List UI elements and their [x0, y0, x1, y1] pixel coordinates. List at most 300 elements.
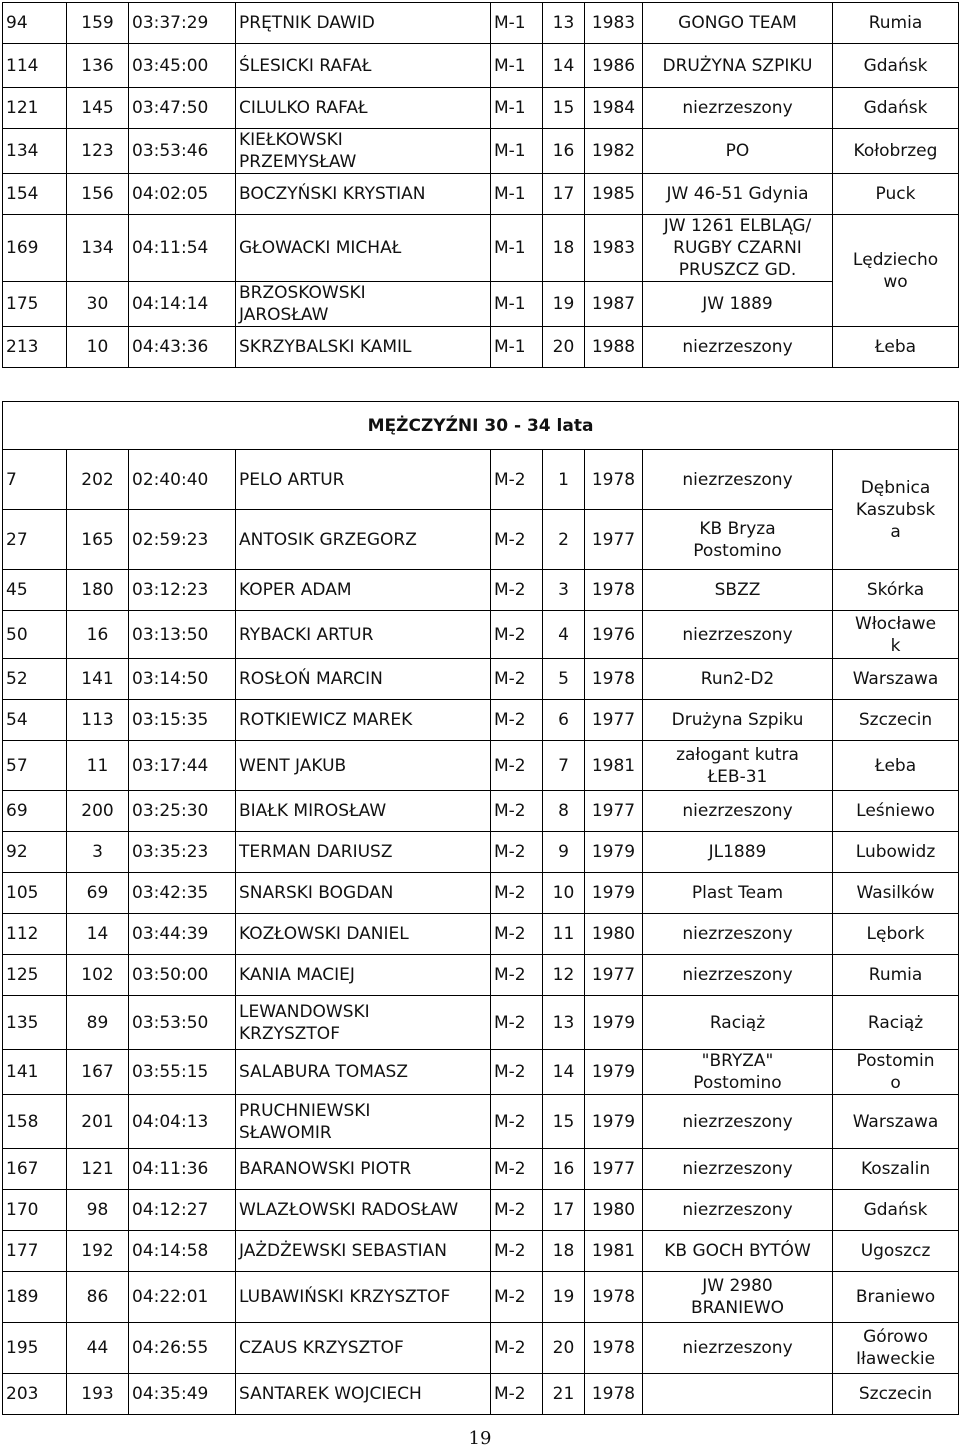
runner-name: KANIA MACIEJ [236, 955, 491, 996]
finish-time: 03:55:15 [129, 1050, 236, 1095]
birth-year: 1978 [585, 1374, 643, 1415]
runner-name: CZAUS KRZYSZTOF [236, 1323, 491, 1374]
birth-year: 1979 [585, 1050, 643, 1095]
text-line: LEWANDOWSKI [239, 1001, 370, 1022]
text-line: BRZOSKOWSKI [239, 283, 366, 303]
result-row [3, 1231, 959, 1272]
club: niezrzeszony [643, 327, 833, 368]
start-number: 200 [67, 791, 129, 832]
start-number: 145 [67, 88, 129, 129]
birth-year: 1977 [585, 700, 643, 741]
start-number: 134 [67, 215, 129, 282]
club: niezrzeszony [643, 1190, 833, 1231]
category-place: 19 [543, 1272, 585, 1323]
city [833, 215, 959, 327]
result-row [3, 1095, 959, 1149]
city: Skórka [833, 570, 959, 611]
category-place: 15 [543, 1095, 585, 1149]
category-place: 10 [543, 873, 585, 914]
category-place: 14 [543, 1050, 585, 1095]
result-row [3, 3, 959, 44]
result-place: 177 [3, 1231, 67, 1272]
birth-year: 1978 [585, 450, 643, 510]
result-place: 167 [3, 1149, 67, 1190]
club: Run2-D2 [643, 659, 833, 700]
result-row [3, 174, 959, 215]
result-row [3, 914, 959, 955]
runner-name: BIAŁK MIROSŁAW [236, 791, 491, 832]
category: M-2 [491, 1149, 543, 1190]
category: M-2 [491, 873, 543, 914]
result-row [3, 1374, 959, 1415]
birth-year: 1979 [585, 1095, 643, 1149]
start-number: 44 [67, 1323, 129, 1374]
city [833, 450, 959, 570]
category-place: 17 [543, 174, 585, 215]
result-place: 114 [3, 44, 67, 88]
category: M-2 [491, 914, 543, 955]
category-place: 16 [543, 1149, 585, 1190]
result-row [3, 791, 959, 832]
text-line: o [890, 1073, 901, 1093]
page-number: 19 [468, 1428, 492, 1449]
start-number: 180 [67, 570, 129, 611]
finish-time: 03:17:44 [129, 741, 236, 791]
category-title: MĘŻCZYŹNI 30 - 34 lata [3, 402, 959, 450]
start-number: 89 [67, 996, 129, 1050]
finish-time: 03:47:50 [129, 88, 236, 129]
result-place: 141 [3, 1050, 67, 1095]
birth-year: 1980 [585, 1190, 643, 1231]
text-line: PRUSZCZ GD. [678, 260, 797, 280]
birth-year: 1979 [585, 832, 643, 873]
start-number: 69 [67, 873, 129, 914]
text-line: RUGBY CZARNI [673, 238, 802, 258]
start-number: 16 [67, 611, 129, 659]
category: M-2 [491, 1374, 543, 1415]
result-row [3, 996, 959, 1050]
city: Lubowidz [833, 832, 959, 873]
category-place: 21 [543, 1374, 585, 1415]
result-row [3, 282, 959, 327]
result-row [3, 1050, 959, 1095]
city: Rumia [833, 955, 959, 996]
club: SBZZ [643, 570, 833, 611]
start-number: 192 [67, 1231, 129, 1272]
text-line: "BRYZA" [701, 1051, 774, 1071]
result-row [3, 832, 959, 873]
club [643, 1050, 833, 1095]
category: M-2 [491, 996, 543, 1050]
runner-name: PELO ARTUR [236, 450, 491, 510]
birth-year: 1979 [585, 873, 643, 914]
result-row [3, 129, 959, 174]
text-line: Kaszubsk [855, 499, 936, 520]
birth-year: 1978 [585, 570, 643, 611]
text-line: Lędziecho [852, 249, 939, 270]
result-row [3, 700, 959, 741]
finish-time: 03:14:50 [129, 659, 236, 700]
birth-year: 1977 [585, 1149, 643, 1190]
start-number: 123 [67, 129, 129, 174]
text-line: BRANIEWO [690, 1298, 785, 1318]
text-line: Iławeckie [856, 1349, 936, 1369]
club: niezrzeszony [643, 88, 833, 129]
text-line: PRUCHNIEWSKI [239, 1100, 371, 1121]
city: Łeba [833, 741, 959, 791]
result-row [3, 450, 959, 510]
category-place: 20 [543, 1323, 585, 1374]
category-place: 18 [543, 215, 585, 282]
club: KB GOCH BYTÓW [643, 1231, 833, 1272]
result-row [3, 1323, 959, 1374]
finish-time: 03:50:00 [129, 955, 236, 996]
birth-year: 1978 [585, 1323, 643, 1374]
club: niezrzeszony [643, 1095, 833, 1149]
category: M-2 [491, 955, 543, 996]
start-number: 10 [67, 327, 129, 368]
finish-time: 03:44:39 [129, 914, 236, 955]
result-place: 92 [3, 832, 67, 873]
birth-year: 1978 [585, 1272, 643, 1323]
result-place: 195 [3, 1323, 67, 1374]
finish-time: 04:43:36 [129, 327, 236, 368]
result-row [3, 88, 959, 129]
result-place: 69 [3, 791, 67, 832]
runner-name: ŚLESICKI RAFAŁ [236, 44, 491, 88]
category: M-2 [491, 1323, 543, 1374]
runner-name: BOCZYŃSKI KRYSTIAN [236, 174, 491, 215]
results-table-m2 [2, 401, 959, 1415]
finish-time: 04:04:13 [129, 1095, 236, 1149]
club: niezrzeszony [643, 791, 833, 832]
club [643, 1374, 833, 1415]
result-place: 27 [3, 510, 67, 570]
text-line: JW 2980 [702, 1276, 773, 1296]
runner-name: RYBACKI ARTUR [236, 611, 491, 659]
category: M-2 [491, 570, 543, 611]
result-row [3, 873, 959, 914]
finish-time: 03:25:30 [129, 791, 236, 832]
city: Rumia [833, 3, 959, 44]
city: Wasilków [833, 873, 959, 914]
category-place: 17 [543, 1190, 585, 1231]
result-place: 57 [3, 741, 67, 791]
city: Puck [833, 174, 959, 215]
result-place: 7 [3, 450, 67, 510]
text-line: Postomin [856, 1051, 935, 1071]
category-place: 13 [543, 996, 585, 1050]
start-number: 156 [67, 174, 129, 215]
birth-year: 1977 [585, 510, 643, 570]
city: Lębork [833, 914, 959, 955]
birth-year: 1988 [585, 327, 643, 368]
city: Warszawa [833, 659, 959, 700]
category-place: 9 [543, 832, 585, 873]
result-place: 158 [3, 1095, 67, 1149]
city [833, 1323, 959, 1374]
runner-name: WLAZŁOWSKI RADOSŁAW [236, 1190, 491, 1231]
finish-time: 03:42:35 [129, 873, 236, 914]
finish-time: 03:15:35 [129, 700, 236, 741]
result-place: 169 [3, 215, 67, 282]
text-line: JW 1261 ELBLĄG/ [663, 216, 812, 236]
finish-time: 02:40:40 [129, 450, 236, 510]
category: M-1 [491, 129, 543, 174]
birth-year: 1983 [585, 3, 643, 44]
text-line: Dębnica [860, 477, 931, 498]
finish-time: 04:14:14 [129, 282, 236, 327]
finish-time: 04:11:36 [129, 1149, 236, 1190]
finish-time: 04:26:55 [129, 1323, 236, 1374]
runner-name: KOPER ADAM [236, 570, 491, 611]
finish-time: 03:53:50 [129, 996, 236, 1050]
text-line: ŁEB-31 [707, 766, 768, 787]
city: Gdańsk [833, 44, 959, 88]
category: M-1 [491, 3, 543, 44]
text-line: KB Bryza [699, 518, 776, 539]
start-number: 202 [67, 450, 129, 510]
birth-year: 1977 [585, 791, 643, 832]
category-place: 6 [543, 700, 585, 741]
text-line: PRZEMYSŁAW [239, 152, 357, 172]
text-line: SŁAWOMIR [239, 1122, 332, 1143]
city: Kołobrzeg [833, 129, 959, 174]
finish-time: 04:22:01 [129, 1272, 236, 1323]
finish-time: 03:45:00 [129, 44, 236, 88]
runner-name: PRĘTNIK DAWID [236, 3, 491, 44]
text-line: JAROSŁAW [239, 305, 329, 325]
runner-name [236, 282, 491, 327]
result-place: 45 [3, 570, 67, 611]
birth-year: 1981 [585, 1231, 643, 1272]
finish-time: 03:12:23 [129, 570, 236, 611]
result-place: 54 [3, 700, 67, 741]
city: Szczecin [833, 1374, 959, 1415]
text-line: Postomino [693, 1073, 782, 1093]
start-number: 86 [67, 1272, 129, 1323]
result-row [3, 955, 959, 996]
result-place: 121 [3, 88, 67, 129]
result-place: 175 [3, 282, 67, 327]
runner-name: CILULKO RAFAŁ [236, 88, 491, 129]
city: Gdańsk [833, 88, 959, 129]
result-place: 135 [3, 996, 67, 1050]
city: Łeba [833, 327, 959, 368]
result-row [3, 1272, 959, 1323]
category-place: 20 [543, 327, 585, 368]
category-place: 15 [543, 88, 585, 129]
city: Ugoszcz [833, 1231, 959, 1272]
start-number: 201 [67, 1095, 129, 1149]
result-place: 170 [3, 1190, 67, 1231]
city: Koszalin [833, 1149, 959, 1190]
birth-year: 1980 [585, 914, 643, 955]
category: M-2 [491, 1050, 543, 1095]
category-place: 12 [543, 955, 585, 996]
text-line: Postomino [693, 540, 782, 561]
club [643, 510, 833, 570]
runner-name: KOZŁOWSKI DANIEL [236, 914, 491, 955]
club: niezrzeszony [643, 914, 833, 955]
start-number: 98 [67, 1190, 129, 1231]
start-number: 14 [67, 914, 129, 955]
category: M-2 [491, 611, 543, 659]
club: JL1889 [643, 832, 833, 873]
runner-name: ANTOSIK GRZEGORZ [236, 510, 491, 570]
category-place: 7 [543, 741, 585, 791]
runner-name: JAŻDŻEWSKI SEBASTIAN [236, 1231, 491, 1272]
city: Leśniewo [833, 791, 959, 832]
result-row [3, 741, 959, 791]
category: M-1 [491, 327, 543, 368]
result-place: 203 [3, 1374, 67, 1415]
birth-year: 1976 [585, 611, 643, 659]
runner-name: ROTKIEWICZ MAREK [236, 700, 491, 741]
category-place: 13 [543, 3, 585, 44]
club: PO [643, 129, 833, 174]
finish-time: 04:02:05 [129, 174, 236, 215]
text-line: Górowo [863, 1327, 928, 1347]
start-number: 113 [67, 700, 129, 741]
runner-name [236, 129, 491, 174]
category-place: 19 [543, 282, 585, 327]
result-row [3, 570, 959, 611]
category-place: 1 [543, 450, 585, 510]
start-number: 167 [67, 1050, 129, 1095]
category: M-1 [491, 282, 543, 327]
start-number: 102 [67, 955, 129, 996]
category: M-2 [491, 1272, 543, 1323]
start-number: 165 [67, 510, 129, 570]
runner-name: SANTAREK WOJCIECH [236, 1374, 491, 1415]
category-place: 5 [543, 659, 585, 700]
club: Plast Team [643, 873, 833, 914]
text-line: wo [883, 271, 908, 292]
city: Raciąż [833, 996, 959, 1050]
runner-name [236, 1095, 491, 1149]
result-place: 213 [3, 327, 67, 368]
club [643, 1272, 833, 1323]
result-row [3, 1149, 959, 1190]
club: Drużyna Szpiku [643, 700, 833, 741]
club: niezrzeszony [643, 955, 833, 996]
start-number: 136 [67, 44, 129, 88]
result-place: 50 [3, 611, 67, 659]
text-line: Włocławe [855, 613, 937, 634]
category-place: 11 [543, 914, 585, 955]
category: M-2 [491, 1095, 543, 1149]
finish-time: 03:37:29 [129, 3, 236, 44]
result-row [3, 611, 959, 659]
birth-year: 1977 [585, 955, 643, 996]
category: M-2 [491, 659, 543, 700]
category: M-2 [491, 1190, 543, 1231]
club [643, 215, 833, 282]
finish-time: 02:59:23 [129, 510, 236, 570]
start-number: 3 [67, 832, 129, 873]
runner-name: WENT JAKUB [236, 741, 491, 791]
start-number: 193 [67, 1374, 129, 1415]
runner-name: GŁOWACKI MICHAŁ [236, 215, 491, 282]
club: JW 1889 [643, 282, 833, 327]
finish-time: 04:35:49 [129, 1374, 236, 1415]
category: M-2 [491, 791, 543, 832]
runner-name: SNARSKI BOGDAN [236, 873, 491, 914]
category-place: 16 [543, 129, 585, 174]
finish-time: 03:53:46 [129, 129, 236, 174]
start-number: 141 [67, 659, 129, 700]
birth-year: 1981 [585, 741, 643, 791]
category-title-row [3, 402, 959, 450]
runner-name: SALABURA TOMASZ [236, 1050, 491, 1095]
text-line: załogant kutra [676, 744, 799, 765]
category: M-1 [491, 44, 543, 88]
category: M-1 [491, 215, 543, 282]
club: niezrzeszony [643, 1149, 833, 1190]
start-number: 30 [67, 282, 129, 327]
result-place: 134 [3, 129, 67, 174]
category-place: 14 [543, 44, 585, 88]
start-number: 121 [67, 1149, 129, 1190]
club: Raciąż [643, 996, 833, 1050]
club [643, 741, 833, 791]
runner-name: BARANOWSKI PIOTR [236, 1149, 491, 1190]
city: Warszawa [833, 1095, 959, 1149]
birth-year: 1979 [585, 996, 643, 1050]
category: M-1 [491, 88, 543, 129]
result-place: 105 [3, 873, 67, 914]
runner-name: TERMAN DARIUSZ [236, 832, 491, 873]
result-row [3, 44, 959, 88]
result-place: 94 [3, 3, 67, 44]
result-place: 125 [3, 955, 67, 996]
start-number: 11 [67, 741, 129, 791]
result-place: 52 [3, 659, 67, 700]
runner-name: SKRZYBALSKI KAMIL [236, 327, 491, 368]
city [833, 611, 959, 659]
finish-time: 04:11:54 [129, 215, 236, 282]
club: DRUŻYNA SZPIKU [643, 44, 833, 88]
text-line: KIEŁKOWSKI [239, 130, 343, 150]
result-row [3, 327, 959, 368]
category: M-2 [491, 741, 543, 791]
category-place: 3 [543, 570, 585, 611]
text-line: KRZYSZTOF [239, 1023, 340, 1044]
city [833, 1050, 959, 1095]
category-place: 4 [543, 611, 585, 659]
birth-year: 1987 [585, 282, 643, 327]
result-place: 154 [3, 174, 67, 215]
runner-name: LUBAWIŃSKI KRZYSZTOF [236, 1272, 491, 1323]
birth-year: 1978 [585, 659, 643, 700]
finish-time: 03:35:23 [129, 832, 236, 873]
category-place: 2 [543, 510, 585, 570]
category-place: 8 [543, 791, 585, 832]
club: GONGO TEAM [643, 3, 833, 44]
birth-year: 1983 [585, 215, 643, 282]
category: M-2 [491, 510, 543, 570]
city: Braniewo [833, 1272, 959, 1323]
runner-name [236, 996, 491, 1050]
birth-year: 1985 [585, 174, 643, 215]
club: niezrzeszony [643, 1323, 833, 1374]
runner-name: ROSŁOŃ MARCIN [236, 659, 491, 700]
finish-time: 04:14:58 [129, 1231, 236, 1272]
club: JW 46-51 Gdynia [643, 174, 833, 215]
result-place: 112 [3, 914, 67, 955]
birth-year: 1982 [585, 129, 643, 174]
